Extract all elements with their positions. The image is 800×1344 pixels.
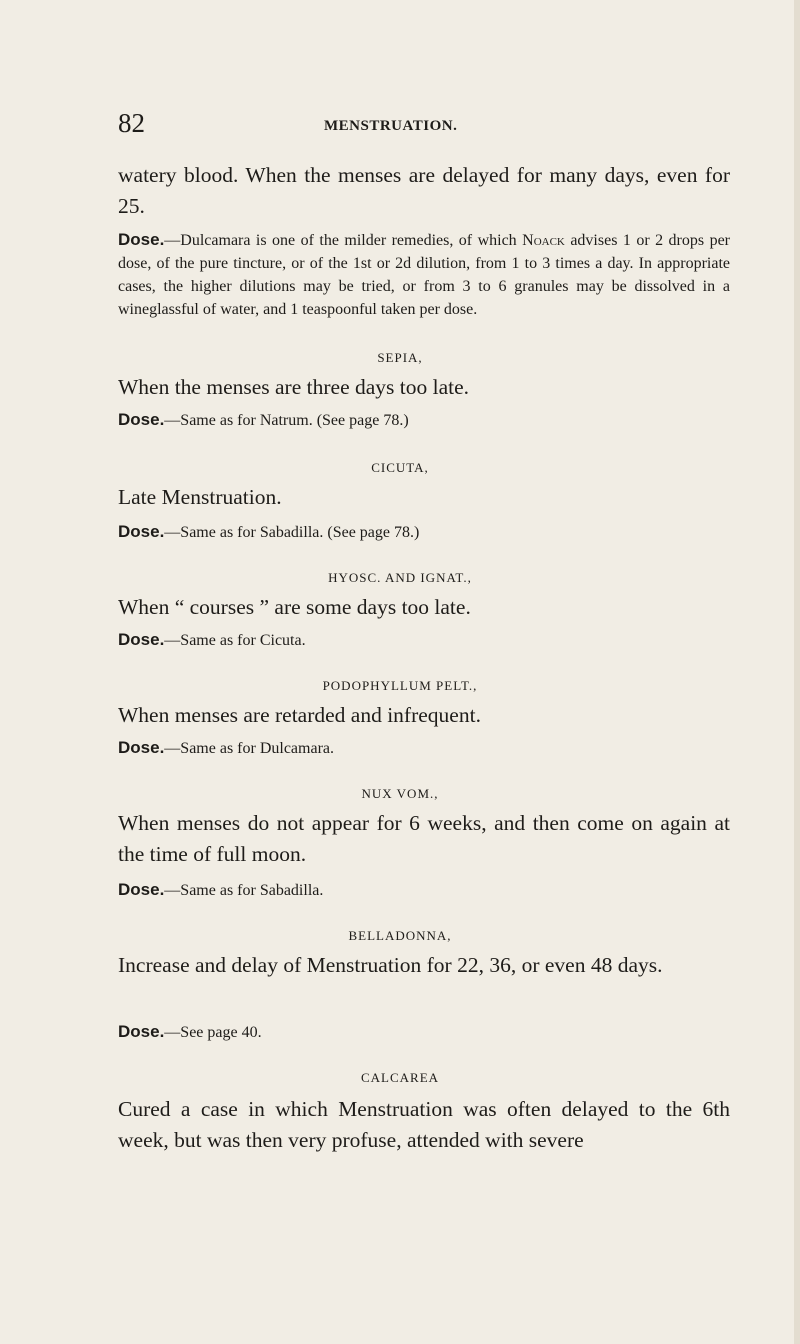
running-title: MENSTRUATION.: [324, 118, 458, 134]
remedy-text-hyosc-ignat: When “ courses ” are some days too late.: [118, 595, 471, 619]
remedy-text-calcarea: Cured a case in which Menstruation was often delayed to the 6th week, but was then very profuse, attended with severe: [118, 1097, 730, 1152]
dose-label: Dose.: [118, 738, 165, 757]
dose-text: —Dulcamara is one of the milder remedies, of which: [164, 232, 523, 249]
dose-text: —Same as for Dulcamara.: [164, 740, 335, 757]
page-header: [118, 108, 718, 138]
dose-text-cont: advises 1 or 2 drops per dose, of the pure tincture, or of the 1st or 2d dilution, from 1 to 3 times a day. In appropriate cases, the higher dilutions may be tried, or from 3 to 6 granules may be dissolved in a wineglassful of water, and 1 teaspoonful taken per dose.: [118, 232, 730, 318]
dose-label: Dose.: [118, 630, 165, 649]
page-edge-shadow: [794, 0, 800, 1344]
remedy-text-cicuta: Late Menstruation.: [118, 485, 282, 509]
remedy-dose-belladonna: [118, 1020, 730, 1044]
dose-label: Dose.: [118, 410, 165, 429]
remedy-heading-sepia: SEPIA,: [377, 350, 423, 365]
remedy-text-nux-vom: When menses do not appear for 6 weeks, and then come on again at the time of full moon.: [118, 811, 730, 866]
remedy-heading-podophyllum: PODOPHYLLUM PELT.,: [322, 678, 478, 693]
dose-label: Dose.: [118, 230, 165, 249]
dose-label: Dose.: [118, 1022, 165, 1041]
dose-label: Dose.: [118, 522, 165, 541]
remedy-heading-belladonna: BELLADONNA,: [348, 928, 452, 943]
remedy-dose-podophyllum: [118, 736, 730, 760]
remedy-dose-sepia: [118, 408, 730, 432]
dose-text: —Same as for Cicuta.: [164, 632, 306, 649]
remedy-heading-hyosc-ignat: HYOSC. AND IGNAT.,: [328, 570, 472, 585]
remedy-text-podophyllum: When menses are retarded and infrequent.: [118, 703, 481, 727]
author-name: Noack: [522, 232, 565, 249]
page-number: 82: [118, 108, 145, 138]
dose-label: Dose.: [118, 880, 165, 899]
remedy-dose-nux-vom: [118, 878, 730, 902]
remedy-dose-hyosc-ignat: [118, 628, 730, 652]
dose-text: —See page 40.: [164, 1024, 262, 1041]
dose-text: —Same as for Natrum. (See page 78.): [164, 412, 409, 429]
remedy-heading-nux-vom: NUX VOM.,: [361, 786, 439, 801]
dose-text: —Same as for Sabadilla. (See page 78.): [164, 524, 420, 541]
remedy-heading-cicuta: CICUTA,: [371, 460, 429, 475]
dose-text: —Same as for Sabadilla.: [164, 882, 324, 899]
remedy-dose-cicuta: [118, 520, 730, 544]
remedy-text-belladonna: Increase and delay of Menstruation for 22, 36, or even 48 days.: [118, 953, 663, 977]
paragraph-watery-blood: watery blood. When the menses are delayed for many days, even for 25.: [118, 163, 730, 218]
remedy-heading-calcarea: CALCAREA: [360, 1070, 440, 1085]
remedy-text-sepia: When the menses are three days too late.: [118, 375, 470, 399]
dulcamara-dose-paragraph: [118, 228, 730, 321]
